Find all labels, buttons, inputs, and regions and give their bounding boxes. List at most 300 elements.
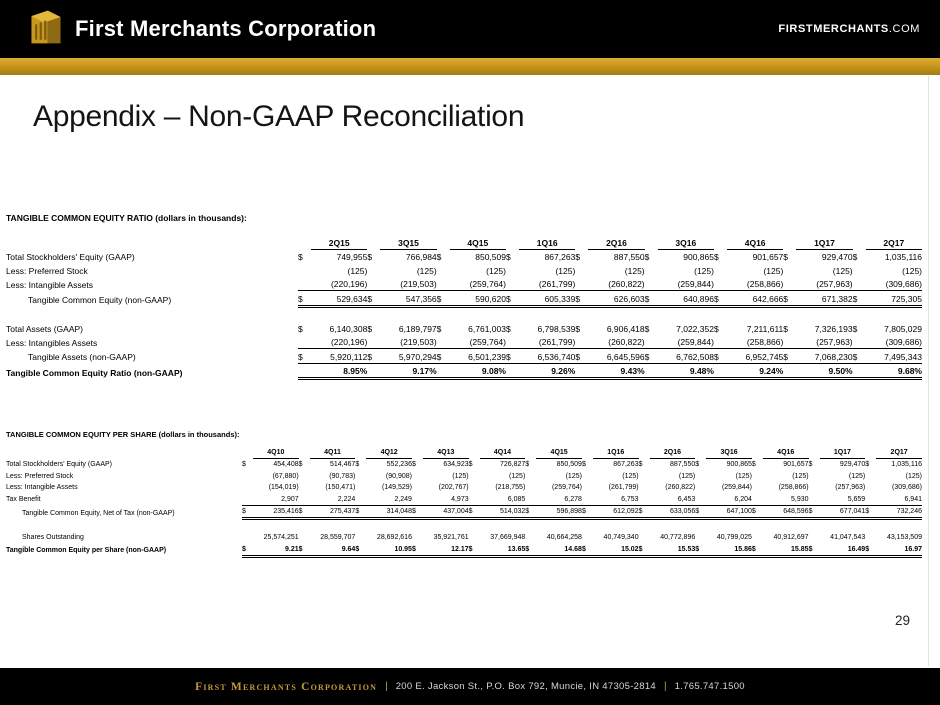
value-cell: (125) [905, 472, 922, 480]
value-cell: 605,339 [519, 291, 575, 307]
value-cell: (125) [735, 472, 752, 480]
value-cell: 28,559,707 [320, 534, 356, 541]
row-label: Less: Intangible Assets [6, 279, 93, 290]
dollar-sign-cell: $ [639, 505, 650, 519]
column-header-spacer [298, 235, 311, 249]
value-cell: 25,574,251 [263, 534, 299, 541]
column-header: 4Q16 [727, 235, 783, 249]
column-header: 2Q16 [588, 235, 644, 249]
value-cell: (260,822) [588, 335, 644, 349]
website-url [778, 23, 920, 35]
dollar-sign-cell: $ [525, 461, 530, 468]
column-header-spacer [525, 446, 536, 458]
dollar-sign-cell: $ [575, 323, 581, 334]
value-cell: 40,772,896 [660, 534, 696, 541]
column-header-spacer [242, 446, 253, 458]
top-header-bar [0, 0, 940, 58]
dollar-sign-cell: $ [242, 505, 253, 519]
value-cell: 671,382 [796, 291, 852, 307]
value-cell: 901,657 [752, 252, 784, 262]
dollar-sign-cell: $ [751, 461, 756, 468]
table-row [6, 321, 922, 335]
dollar-sign-cell [582, 470, 593, 482]
value-cell: 13.65 [480, 543, 526, 556]
dollar-sign-cell: $ [783, 349, 796, 364]
dollar-sign-cell: $ [506, 349, 519, 364]
dollar-sign-cell [355, 532, 366, 544]
dollar-sign-cell [525, 470, 536, 482]
dollar-sign-cell [752, 532, 763, 544]
dollar-sign-cell: $ [852, 252, 858, 262]
value-cell: 9.48% [658, 363, 714, 379]
value-cell: 6,798,539 [537, 323, 576, 334]
dollar-sign-cell: $ [695, 543, 706, 556]
dollar-sign-cell [367, 363, 380, 379]
value-cell: 9.50% [796, 363, 852, 379]
value-cell: 9.24% [727, 363, 783, 379]
value-cell: 7,805,029 [884, 323, 922, 334]
column-header-spacer [752, 446, 763, 458]
tangible-common-equity-per-share-section [6, 430, 922, 558]
dollar-sign-cell [783, 335, 796, 349]
dollar-sign-cell [752, 482, 763, 494]
column-header-spacer [299, 446, 310, 458]
tce-ratio-table [6, 235, 922, 380]
value-cell: 15.85 [763, 543, 809, 556]
column-header: 1Q16 [593, 446, 639, 458]
dollar-sign-cell [575, 363, 588, 379]
dollar-sign-cell: $ [865, 461, 870, 468]
value-cell: (258,866) [727, 277, 783, 291]
value-cell: 900,865 [726, 461, 752, 468]
value-cell: 887,550 [669, 461, 696, 468]
value-cell: 6,761,003 [468, 323, 506, 334]
tce-per-share-heading: TANGIBLE COMMON EQUITY PER SHARE (dollars in thousands): [6, 430, 240, 439]
dollar-sign-cell [412, 493, 423, 505]
dollar-sign-cell [242, 532, 253, 544]
value-cell: 6,453 [650, 493, 696, 505]
dollar-sign-cell [853, 277, 866, 291]
dollar-sign-cell [367, 263, 380, 277]
value-cell: 37,669,948 [490, 534, 526, 541]
page-number: 29 [894, 613, 910, 628]
column-header-spacer [809, 446, 820, 458]
dollar-sign-cell [752, 493, 763, 505]
row-label: Less: Preferred Stock [6, 472, 74, 480]
value-cell: (257,963) [835, 484, 866, 491]
dollar-sign-cell [525, 493, 536, 505]
dollar-sign-cell [645, 363, 658, 379]
dollar-sign-cell: $ [469, 543, 480, 556]
value-cell: 929,470 [839, 461, 866, 468]
dollar-sign-cell: $ [752, 543, 763, 556]
column-header: 4Q12 [366, 446, 412, 458]
dollar-sign-cell: $ [645, 349, 658, 364]
value-cell: 15.86 [706, 543, 752, 556]
row-label: Less: Intangibles Assets [6, 337, 98, 348]
value-cell: 9.64 [310, 543, 356, 556]
value-cell: 626,603 [588, 291, 644, 307]
value-cell: (149,529) [382, 484, 412, 491]
dollar-sign-cell: $ [505, 252, 511, 262]
dollar-sign-cell: $ [525, 505, 536, 519]
dollar-sign-cell [575, 263, 588, 277]
value-cell: (125) [792, 472, 809, 480]
value-cell: 6,753 [593, 493, 639, 505]
dollar-sign-cell: $ [713, 323, 719, 334]
value-cell: 40,912,697 [773, 534, 809, 541]
value-cell: 43,153,509 [886, 534, 922, 541]
dollar-sign-cell: $ [298, 349, 311, 364]
column-header: 1Q16 [519, 235, 575, 249]
dollar-sign-cell [639, 482, 650, 494]
value-cell: 8.95% [311, 363, 367, 379]
value-cell: 16.97 [876, 543, 922, 556]
value-cell: 5,659 [820, 493, 866, 505]
dollar-sign-cell: $ [437, 291, 450, 307]
row-label: Tangible Common Equity Ratio (non-GAAP) [6, 367, 183, 378]
dollar-sign-cell [506, 335, 519, 349]
column-header-spacer [645, 235, 658, 249]
value-cell: 514,032 [480, 505, 526, 519]
column-header: 4Q11 [310, 446, 356, 458]
value-cell: 726,827 [499, 461, 526, 468]
dollar-sign-cell: $ [299, 543, 310, 556]
dollar-sign-cell: $ [809, 543, 820, 556]
column-header: 2Q15 [311, 235, 367, 249]
value-cell: (258,866) [778, 484, 809, 491]
dollar-sign-cell [506, 363, 519, 379]
dollar-sign-cell: $ [298, 252, 303, 262]
dollar-sign-cell: $ [242, 543, 253, 556]
dollar-sign-cell [865, 482, 876, 494]
value-cell: 633,056 [650, 505, 696, 519]
dollar-sign-cell: $ [853, 291, 866, 307]
value-cell: 850,509 [475, 252, 506, 262]
dollar-sign-cell: $ [644, 252, 650, 262]
column-header: 4Q10 [253, 446, 299, 458]
column-header: 4Q14 [480, 446, 526, 458]
column-header: 1Q17 [796, 235, 852, 249]
column-header-spacer [412, 446, 423, 458]
value-cell: (150,471) [325, 484, 356, 491]
value-cell: (125) [555, 265, 576, 276]
value-cell: 6,501,239 [450, 349, 506, 364]
table-row [6, 291, 922, 307]
table-row [6, 349, 922, 364]
value-cell: 275,437 [310, 505, 356, 519]
row-label: Tangible Assets (non-GAAP) [28, 352, 136, 362]
dollar-sign-cell [714, 277, 727, 291]
brand [26, 7, 376, 52]
dollar-sign-cell [525, 482, 536, 494]
value-cell: 9.26% [519, 363, 575, 379]
value-cell: 514,467 [330, 461, 356, 468]
value-cell: (260,822) [665, 484, 696, 491]
value-cell: 7,022,352 [676, 323, 714, 334]
table-row [6, 263, 922, 277]
dollar-sign-cell: $ [412, 543, 423, 556]
value-cell: (90,783) [329, 472, 356, 480]
table-row [6, 470, 922, 482]
dollar-sign-cell: $ [411, 461, 416, 468]
dollar-sign-cell: $ [853, 349, 866, 364]
value-cell: 6,906,418 [606, 323, 645, 334]
value-cell: 887,550 [613, 252, 645, 262]
dollar-sign-cell [783, 277, 796, 291]
row-label: Tax Benefit [6, 496, 41, 503]
dollar-sign-cell: $ [412, 505, 423, 519]
value-cell: 596,898 [536, 505, 582, 519]
dollar-sign-cell [506, 263, 519, 277]
value-cell: 5,970,294 [380, 349, 436, 364]
column-header: 4Q15 [536, 446, 582, 458]
value-cell: 9.68% [866, 363, 922, 379]
column-header-spacer [865, 446, 876, 458]
value-cell: (202,767) [438, 484, 469, 491]
column-header-spacer [853, 235, 866, 249]
value-cell: (261,799) [608, 484, 639, 491]
row-label: Total Stockholders' Equity (GAAP) [6, 461, 112, 468]
dollar-sign-cell [242, 493, 253, 505]
dollar-sign-cell [412, 532, 423, 544]
dollar-sign-cell [575, 277, 588, 291]
dollar-sign-cell: $ [713, 252, 719, 262]
dollar-sign-cell: $ [367, 323, 373, 334]
value-cell: (219,503) [380, 335, 436, 349]
value-cell: (125) [848, 472, 866, 480]
footer-company-name: First Merchants Corporation [195, 680, 378, 693]
value-cell: 547,356 [380, 291, 436, 307]
financial-table [6, 446, 922, 558]
column-header-spacer [437, 235, 450, 249]
dollar-sign-cell: $ [582, 505, 593, 519]
value-cell: 552,236 [386, 461, 412, 468]
dollar-sign-cell [645, 277, 658, 291]
value-cell: 590,620 [450, 291, 506, 307]
slide-edge-line [928, 76, 929, 666]
value-cell: 9.08% [450, 363, 506, 379]
dollar-sign-cell [865, 493, 876, 505]
table-row [6, 277, 922, 291]
column-header: 2Q17 [876, 446, 922, 458]
value-cell: (154,019) [268, 484, 299, 491]
dollar-sign-cell [525, 532, 536, 544]
table-row [6, 458, 922, 470]
dollar-sign-cell [469, 470, 480, 482]
value-cell: (125) [624, 265, 645, 276]
dollar-sign-cell [355, 493, 366, 505]
dollar-sign-cell: $ [505, 323, 511, 334]
dollar-sign-cell: $ [714, 349, 727, 364]
value-cell: (125) [565, 472, 582, 480]
dollar-sign-cell [695, 470, 706, 482]
dollar-sign-cell: $ [695, 461, 700, 468]
dollar-sign-cell: $ [367, 349, 380, 364]
value-cell: 6,189,797 [398, 323, 437, 334]
dollar-sign-cell [865, 470, 876, 482]
value-cell: 10.95 [366, 543, 412, 556]
spacer-row [6, 519, 922, 532]
column-header: 1Q17 [820, 446, 866, 458]
dollar-sign-cell [437, 277, 450, 291]
dollar-sign-cell [412, 482, 423, 494]
dollar-sign-cell: $ [299, 505, 310, 519]
dollar-sign-cell: $ [367, 252, 373, 262]
value-cell: 314,048 [366, 505, 412, 519]
value-cell: (220,196) [311, 335, 367, 349]
value-cell: (259,764) [450, 277, 506, 291]
dollar-sign-cell [355, 482, 366, 494]
financial-table [6, 235, 922, 380]
dollar-sign-cell: $ [525, 543, 536, 556]
value-cell: 41,047,543 [830, 534, 866, 541]
value-cell: 235,416 [253, 505, 299, 519]
dollar-sign-cell: $ [783, 323, 789, 334]
dollar-sign-cell [645, 335, 658, 349]
value-cell: (220,196) [311, 277, 367, 291]
value-cell: 9.43% [588, 363, 644, 379]
value-cell: 725,305 [866, 291, 922, 307]
value-cell: 901,657 [783, 461, 809, 468]
dollar-sign-cell [695, 493, 706, 505]
value-cell: 634,923 [443, 461, 469, 468]
dollar-sign-cell: $ [638, 461, 643, 468]
value-cell: 14.68 [536, 543, 582, 556]
dollar-sign-cell [469, 493, 480, 505]
gold-accent-bar [0, 58, 940, 75]
dollar-sign-cell [299, 493, 310, 505]
value-cell: 6,952,745 [727, 349, 783, 364]
value-cell: 6,762,508 [658, 349, 714, 364]
column-header: 4Q16 [763, 446, 809, 458]
dollar-sign-cell [809, 470, 820, 482]
value-cell: 612,092 [593, 505, 639, 519]
dollar-sign-cell [242, 482, 253, 494]
value-cell: 850,509 [556, 461, 582, 468]
dollar-sign-cell [298, 277, 311, 291]
row-label: Tangible Common Equity, Net of Tax (non-GAAP) [22, 509, 175, 517]
table-row [6, 543, 922, 556]
website-domain: FIRSTMERCHANTS [778, 23, 889, 35]
dollar-sign-cell [367, 277, 380, 291]
dollar-sign-cell: $ [809, 505, 820, 519]
column-header-spacer [639, 446, 650, 458]
value-cell: 6,140,308 [329, 323, 368, 334]
dollar-sign-cell [582, 532, 593, 544]
value-cell: (259,844) [658, 335, 714, 349]
value-cell: 2,224 [310, 493, 356, 505]
value-cell: (261,799) [519, 277, 575, 291]
dollar-sign-cell [298, 263, 311, 277]
value-cell: 529,634 [311, 291, 367, 307]
value-cell: (125) [486, 265, 506, 276]
value-cell: 2,907 [253, 493, 299, 505]
column-header: 3Q16 [706, 446, 752, 458]
dollar-sign-cell [299, 482, 310, 494]
column-header-spacer [355, 446, 366, 458]
dollar-sign-cell: $ [242, 461, 246, 468]
value-cell: 35,921,761 [433, 534, 469, 541]
website-tld: .COM [888, 23, 920, 35]
dollar-sign-cell [714, 363, 727, 379]
dollar-sign-cell: $ [355, 461, 360, 468]
value-cell: (125) [347, 265, 368, 276]
dollar-sign-cell: $ [783, 252, 789, 262]
value-cell: (67,880) [272, 472, 299, 480]
dollar-sign-cell [437, 263, 450, 277]
dollar-sign-cell: $ [355, 505, 366, 519]
value-cell: (259,764) [450, 335, 506, 349]
value-cell: 40,749,340 [603, 534, 639, 541]
value-cell: 867,263 [544, 252, 576, 262]
value-cell: (259,844) [721, 484, 752, 491]
column-header: 4Q15 [450, 235, 506, 249]
footer-bar [0, 668, 940, 705]
table-row [6, 363, 922, 379]
dollar-sign-cell [714, 335, 727, 349]
value-cell: (309,686) [866, 335, 922, 349]
footer-separator: | [385, 681, 388, 692]
value-cell: 677,041 [820, 505, 866, 519]
row-label: Less: Intangible Assets [6, 484, 78, 491]
dollar-sign-cell: $ [506, 291, 519, 307]
dollar-sign-cell [639, 493, 650, 505]
dollar-sign-cell [853, 335, 866, 349]
dollar-sign-cell: $ [808, 461, 813, 468]
dollar-sign-cell [809, 493, 820, 505]
company-logo-icon [26, 7, 66, 52]
value-cell: (125) [678, 472, 696, 480]
value-cell: (125) [832, 265, 853, 276]
column-header-spacer [506, 235, 519, 249]
dollar-sign-cell: $ [468, 461, 473, 468]
dollar-sign-cell [853, 363, 866, 379]
value-cell: 5,920,112 [311, 349, 367, 364]
company-name: First Merchants Corporation [75, 16, 377, 41]
value-cell: 6,536,740 [519, 349, 575, 364]
column-header-spacer [714, 235, 727, 249]
column-header: 2Q16 [650, 446, 696, 458]
value-cell: 900,865 [683, 252, 714, 262]
dollar-sign-cell: $ [575, 252, 581, 262]
dollar-sign-cell [645, 263, 658, 277]
column-header: 3Q15 [380, 235, 436, 249]
value-cell: 7,495,343 [866, 349, 922, 364]
column-header: 2Q17 [866, 235, 922, 249]
dollar-sign-cell: $ [783, 291, 796, 307]
value-cell: 6,204 [706, 493, 752, 505]
table-header-row [6, 446, 922, 458]
dollar-sign-cell: $ [714, 291, 727, 307]
row-label: Total Assets (GAAP) [6, 323, 83, 334]
dollar-sign-cell [437, 363, 450, 379]
value-cell: 28,692,616 [376, 534, 412, 541]
value-cell: 749,955 [336, 252, 368, 262]
dollar-sign-cell [865, 532, 876, 544]
dollar-sign-cell [752, 470, 763, 482]
value-cell: (125) [622, 472, 639, 480]
value-cell: (258,866) [727, 335, 783, 349]
value-cell: (259,764) [551, 484, 582, 491]
dollar-sign-cell [437, 335, 450, 349]
value-cell: 15.53 [650, 543, 696, 556]
dollar-sign-cell: $ [645, 291, 658, 307]
dollar-sign-cell: $ [865, 505, 876, 519]
dollar-sign-cell: $ [575, 291, 588, 307]
dollar-sign-cell [298, 363, 311, 379]
dollar-sign-cell [412, 470, 423, 482]
